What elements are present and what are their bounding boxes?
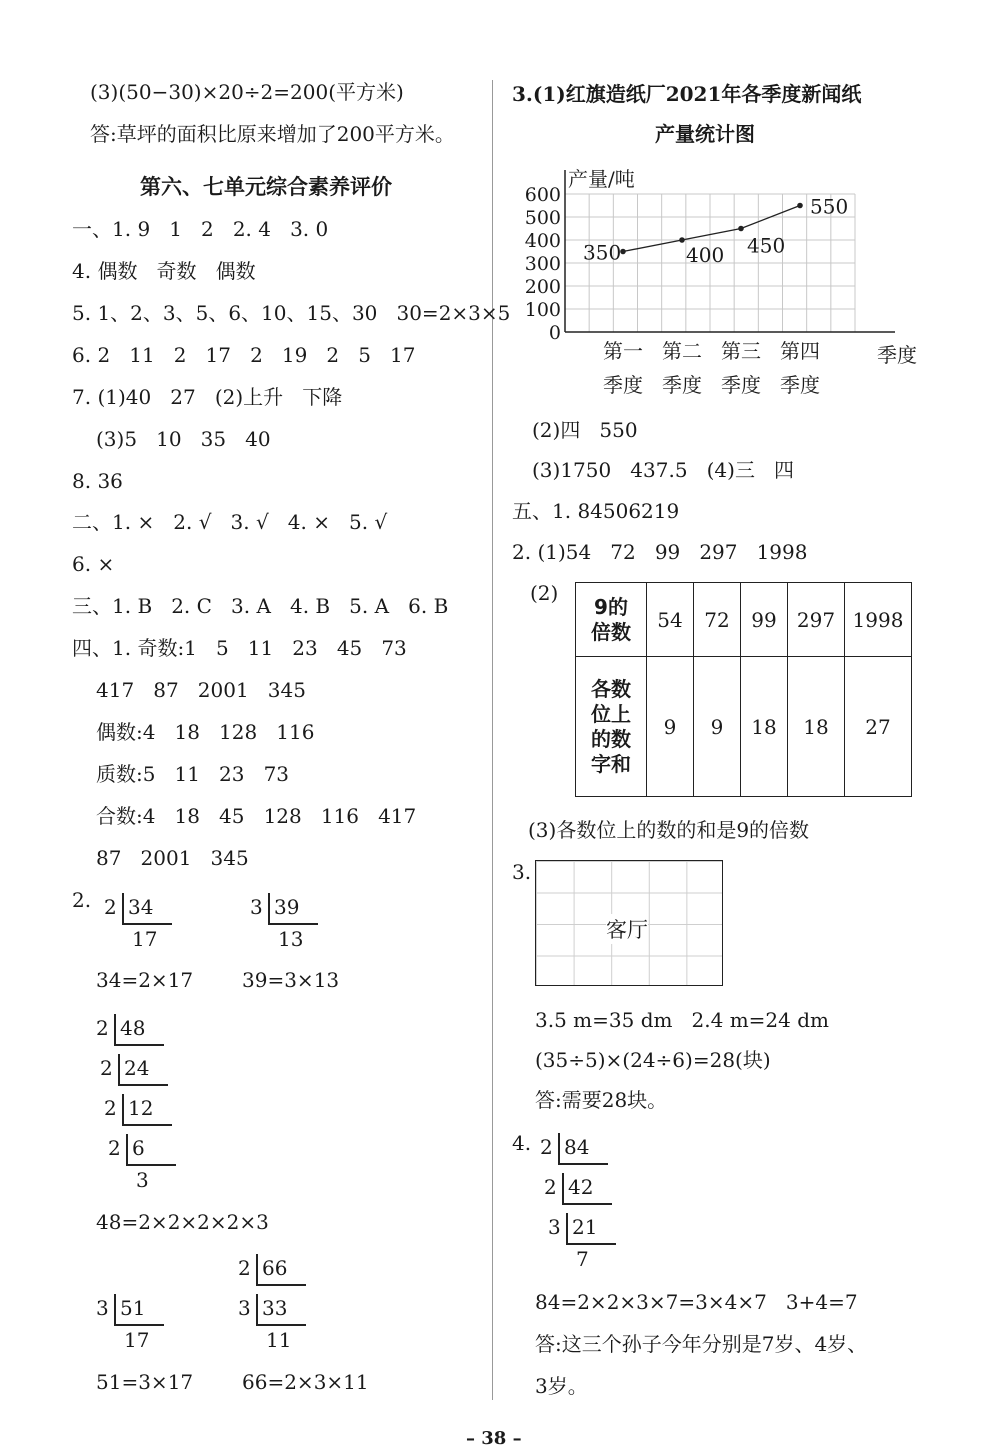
left-line-22: 51=3×17 — [96, 1370, 194, 1394]
left-line-8: 8. 36 — [72, 469, 123, 493]
table-cell: 27 — [845, 657, 912, 797]
x-tick-label: 第四 — [780, 339, 820, 363]
x-tick-label-2: 季度 — [780, 373, 820, 397]
quotient: 11 — [266, 1328, 292, 1352]
right-line-10: (35÷5)×(24÷6)=28(块) — [535, 1048, 771, 1072]
quotient: 17 — [132, 927, 158, 951]
division-line — [566, 1243, 616, 1245]
right-line-4: 五、1. 84506219 — [512, 499, 680, 523]
room-label: 客厅 — [606, 914, 648, 944]
y-tick-label: 300 — [524, 253, 561, 275]
x-tick-label-2: 季度 — [662, 373, 702, 397]
data-label: 350 — [583, 240, 622, 265]
table-row — [576, 657, 912, 797]
right-line-13: 84=2×2×3×7=3×4×7 3+4=7 — [535, 1290, 858, 1314]
data-label: 450 — [747, 233, 786, 258]
left-line-13: 417 87 2001 345 — [96, 678, 306, 702]
division-bracket — [126, 1134, 128, 1164]
division-bracket — [114, 1014, 116, 1044]
right-line-5: 2. (1)54 72 99 297 1998 — [512, 540, 808, 564]
right-line-14: 答:这三个孙子今年分别是7岁、4岁、 — [535, 1332, 868, 1356]
right-line-3: (3)1750 437.5 (4)三 四 — [532, 458, 795, 482]
division-bracket — [562, 1173, 564, 1203]
quotient: 13 — [278, 927, 304, 951]
right-line-7: (3)各数位上的数的和是9的倍数 — [528, 818, 810, 842]
x-tick-label: 第二 — [662, 339, 702, 363]
divisor: 2 — [104, 895, 117, 919]
dividend: 34 — [128, 895, 154, 919]
quotient: 7 — [576, 1247, 589, 1271]
dividend: 24 — [124, 1056, 150, 1080]
dividend: 66 — [262, 1256, 288, 1280]
data-label: 400 — [686, 243, 725, 267]
divisor: 3 — [548, 1215, 561, 1239]
dividend: 84 — [564, 1135, 590, 1159]
left-line-3: 4. 偶数 奇数 偶数 — [72, 259, 256, 283]
left-line-15: 质数:5 11 23 73 — [96, 762, 290, 786]
x-tick-label-2: 季度 — [721, 373, 761, 397]
y-axis-label: 产量/吨 — [568, 167, 635, 191]
left-line-23: 66=2×3×11 — [242, 1370, 369, 1394]
y-tick-label: 400 — [524, 230, 561, 252]
division-line — [562, 1203, 612, 1205]
division-bracket — [122, 893, 124, 923]
row-header: 各数 位上 的数 字和 — [576, 657, 647, 797]
divisor: 2 — [238, 1256, 251, 1280]
right-line-8: 3. — [512, 860, 532, 884]
division-bracket — [118, 1054, 120, 1084]
section-title: 第六、七单元综合素养评价 — [140, 175, 392, 199]
left-line-0: (3)(50−30)×20÷2=200(平方米) — [90, 80, 404, 104]
right-line-15: 3岁。 — [535, 1374, 588, 1398]
left-line-17: 87 2001 345 — [96, 846, 249, 870]
divisor: 3 — [96, 1296, 109, 1320]
divisor: 2 — [544, 1175, 557, 1199]
table-cell: 54 — [647, 583, 694, 657]
division-line — [114, 1044, 164, 1046]
dividend: 42 — [568, 1175, 594, 1199]
row-header: 9的 倍数 — [576, 583, 647, 657]
table-cell: 72 — [694, 583, 741, 657]
y-tick-label: 100 — [524, 299, 561, 321]
production-line-chart — [510, 160, 917, 400]
right-line-0: 3.(1)红旗造纸厂2021年各季度新闻纸 — [512, 82, 862, 106]
division-bracket — [114, 1294, 116, 1324]
table-cell: 1998 — [845, 583, 912, 657]
table-row — [576, 583, 912, 657]
table-cell: 9 — [647, 657, 694, 797]
dividend: 33 — [262, 1296, 288, 1320]
divisor: 2 — [96, 1016, 109, 1040]
division-line — [256, 1284, 306, 1286]
y-tick-label: 0 — [548, 322, 561, 344]
right-line-9: 3.5 m=35 dm 2.4 m=24 dm — [535, 1008, 829, 1032]
left-line-14: 偶数:4 18 128 116 — [96, 720, 315, 744]
table-cell: 297 — [788, 583, 845, 657]
multiples-of-nine-table — [575, 582, 912, 797]
quotient: 3 — [136, 1168, 149, 1192]
left-line-20: 39=3×13 — [242, 968, 340, 992]
division-line — [268, 923, 318, 925]
x-axis-label: 季度 — [877, 343, 917, 367]
left-line-16: 合数:4 18 45 128 116 417 — [96, 804, 417, 828]
dividend: 12 — [128, 1096, 154, 1120]
table-cell: 99 — [741, 583, 788, 657]
division-line — [126, 1164, 176, 1166]
left-line-12: 四、1. 奇数:1 5 11 23 45 73 — [72, 636, 407, 660]
divisor: 2 — [108, 1136, 121, 1160]
division-bracket — [268, 893, 270, 923]
divisor: 2 — [100, 1056, 113, 1080]
division-line — [114, 1324, 164, 1326]
table-cell: 18 — [741, 657, 788, 797]
division-line — [558, 1163, 608, 1165]
division-bracket — [566, 1213, 568, 1243]
division-line — [118, 1084, 168, 1086]
left-line-11: 三、1. B 2. C 3. A 4. B 5. A 6. B — [72, 594, 449, 618]
page-number: – 38 – — [466, 1428, 522, 1449]
division-bracket — [256, 1294, 258, 1324]
dividend: 6 — [132, 1136, 145, 1160]
data-point — [738, 226, 744, 232]
table-cell: 18 — [788, 657, 845, 797]
left-line-10: 6. × — [72, 552, 115, 576]
left-line-19: 34=2×17 — [96, 968, 194, 992]
left-line-18: 2. — [72, 888, 92, 912]
left-line-2: 一、1. 9 1 2 2. 4 3. 0 — [72, 217, 329, 241]
left-line-4: 5. 1、2、3、5、6、10、15、30 30=2×3×5 — [72, 301, 511, 325]
division-bracket — [256, 1254, 258, 1284]
data-point — [797, 203, 803, 209]
left-line-6: 7. (1)40 27 (2)上升 下降 — [72, 385, 343, 409]
dividend: 21 — [572, 1215, 598, 1239]
division-line — [122, 1124, 172, 1126]
right-line-6: (2) — [530, 581, 559, 605]
divisor: 2 — [104, 1096, 117, 1120]
division-line — [256, 1324, 306, 1326]
left-line-7: (3)5 10 35 40 — [96, 427, 271, 451]
left-line-1: 答:草坪的面积比原来增加了200平方米。 — [90, 122, 455, 146]
quotient: 17 — [124, 1328, 150, 1352]
x-tick-label-2: 季度 — [603, 373, 643, 397]
left-line-9: 二、1. × 2. √ 3. √ 4. × 5. √ — [72, 510, 388, 534]
dividend: 48 — [120, 1016, 146, 1040]
dividend: 51 — [120, 1296, 146, 1320]
division-line — [122, 923, 172, 925]
left-line-5: 6. 2 11 2 17 2 19 2 5 17 — [72, 343, 416, 367]
divisor: 2 — [540, 1135, 553, 1159]
division-bracket — [122, 1094, 124, 1124]
x-tick-label: 第一 — [603, 339, 643, 363]
divisor: 3 — [238, 1296, 251, 1320]
right-line-1: 产量统计图 — [655, 122, 755, 146]
column-divider — [492, 80, 493, 1400]
x-tick-label: 第三 — [721, 339, 761, 363]
right-line-2: (2)四 550 — [532, 418, 638, 442]
dividend: 39 — [274, 895, 300, 919]
data-label: 550 — [810, 194, 849, 219]
y-tick-label: 200 — [524, 276, 561, 298]
living-room-grid — [535, 860, 723, 986]
y-tick-label: 600 — [524, 184, 561, 206]
division-bracket — [558, 1133, 560, 1163]
left-line-21: 48=2×2×2×2×3 — [96, 1210, 269, 1234]
right-line-12: 4. — [512, 1131, 532, 1155]
y-tick-label: 500 — [524, 207, 561, 229]
divisor: 3 — [250, 895, 263, 919]
right-line-11: 答:需要28块。 — [535, 1088, 668, 1112]
data-point — [679, 237, 685, 243]
table-cell: 9 — [694, 657, 741, 797]
